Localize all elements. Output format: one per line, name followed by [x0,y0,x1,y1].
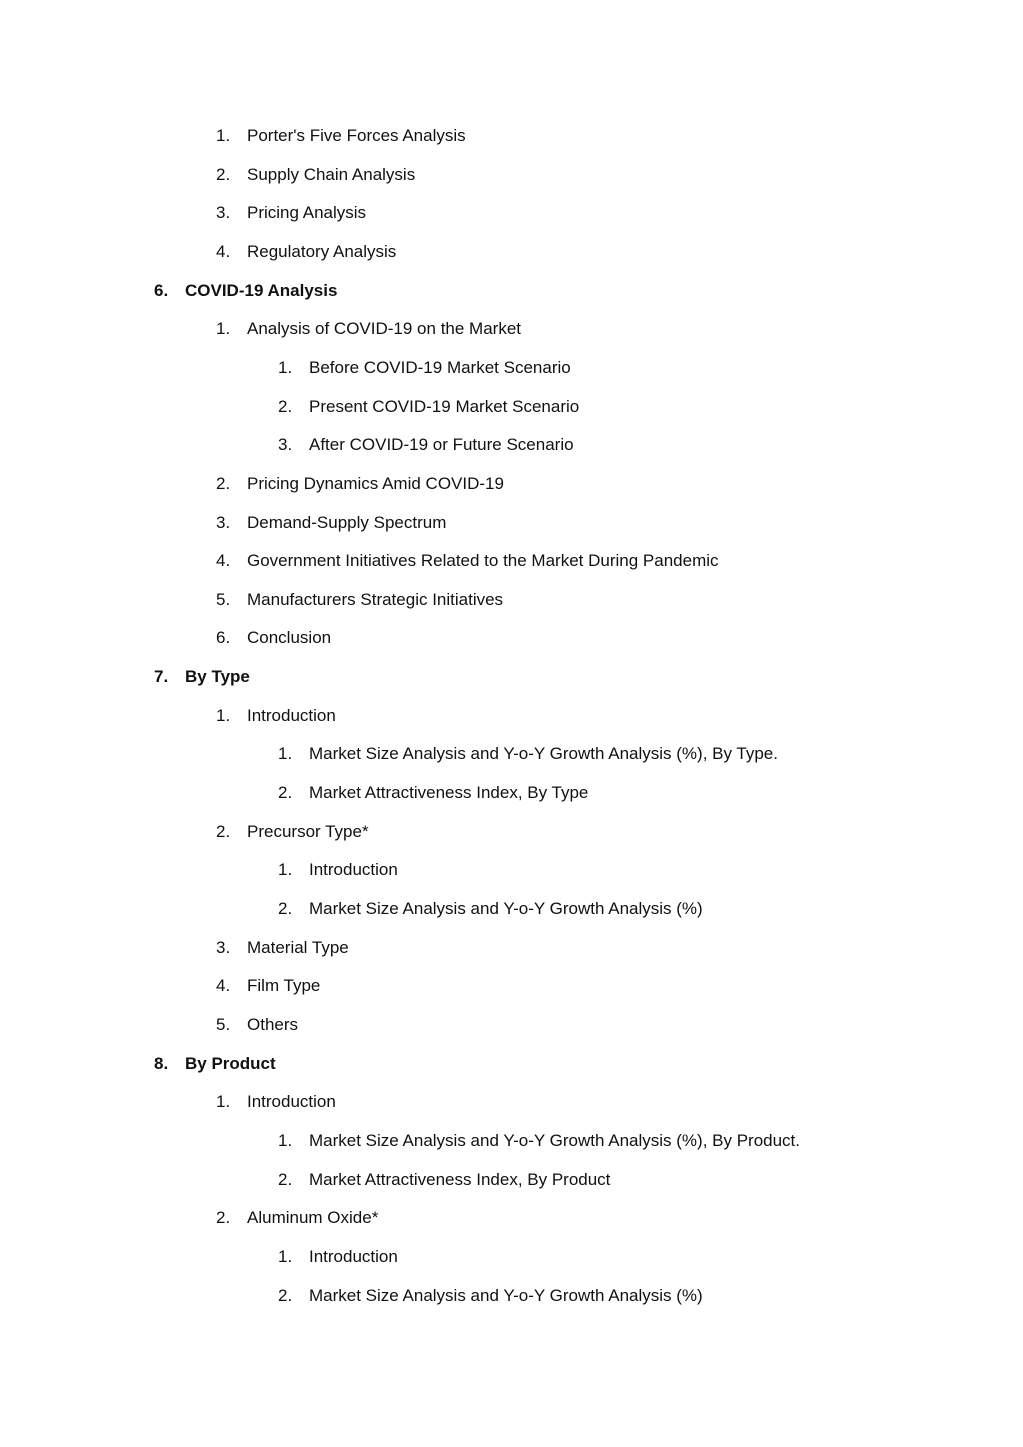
list-text: By Type [185,667,250,687]
list-text: Material Type [247,937,349,957]
list-text: Present COVID-19 Market Scenario [309,396,580,416]
list-text: COVID-19 Analysis [185,280,338,300]
list-text: Introduction [309,860,398,880]
list-text: Aluminum Oxide* [247,1208,379,1228]
list-text: Before COVID-19 Market Scenario [309,357,571,377]
list-number: 2. [278,1169,293,1189]
list-text: After COVID-19 or Future Scenario [309,435,574,455]
list-number: 1. [216,126,231,145]
list-number: 1. [278,1246,293,1266]
list-text: Pricing Dynamics Amid COVID-19 [247,473,504,493]
list-number: 2. [278,899,293,918]
list-text: Analysis of COVID-19 on the Market [247,319,522,339]
list-number: 1. [278,1130,293,1150]
list-number: 1. [216,319,231,339]
list-number: 8. [154,1053,169,1073]
list-text: Market Size Analysis and Y-o-Y Growth Analysis (%), By Product. [309,1130,801,1150]
list-text: Introduction [247,705,336,725]
list-text: Market Size Analysis and Y-o-Y Growth Analysis (%) [309,899,703,918]
list-number: 2. [216,821,231,841]
list-number: 3. [216,203,231,223]
list-number: 2. [278,1285,293,1305]
list-text: Manufacturers Strategic Initiatives [247,589,504,609]
list-text: Precursor Type* [247,821,369,841]
list-number: 4. [216,241,231,261]
list-text: Market Attractiveness Index, By Type [309,783,589,803]
list-number: 5. [216,1014,231,1034]
list-text: Regulatory Analysis [247,241,397,261]
list-text: Government Initiatives Related to the Market During Pandemic [247,551,719,571]
list-number: 2. [216,473,231,493]
list-number: 1. [216,705,231,725]
list-number: 3. [278,435,293,455]
list-text: Introduction [247,1092,336,1112]
list-number: 2. [216,164,231,184]
list-text: By Product [185,1053,276,1073]
list-number: 1. [216,1092,231,1112]
list-text: Market Size Analysis and Y-o-Y Growth Analysis (%) [309,1285,703,1305]
list-number: 1. [278,744,293,764]
list-number: 3. [216,937,231,957]
list-number: 6. [216,628,231,648]
list-number: 4. [216,551,231,571]
list-text: Pricing Analysis [247,203,367,223]
list-text: Introduction [309,1246,398,1266]
list-number: 2. [278,396,293,416]
list-number: 7. [154,667,169,687]
list-text: Others [247,1014,299,1034]
list-text: Market Attractiveness Index, By Product [309,1169,611,1189]
list-number: 2. [216,1208,231,1228]
list-number: 3. [216,512,231,532]
list-number: 2. [278,783,293,803]
list-text: Film Type [247,976,321,996]
list-text: Conclusion [247,628,332,648]
list-text: Supply Chain Analysis [247,164,416,184]
list-number: 1. [278,357,293,377]
list-text: Porter's Five Forces Analysis [247,126,466,145]
list-text: Market Size Analysis and Y-o-Y Growth Analysis (%), By Type. [309,744,778,764]
list-number: 4. [216,976,231,996]
list-number: 1. [278,860,293,880]
list-number: 5. [216,589,231,609]
list-text: Demand-Supply Spectrum [247,512,447,532]
list-number: 6. [154,280,169,300]
